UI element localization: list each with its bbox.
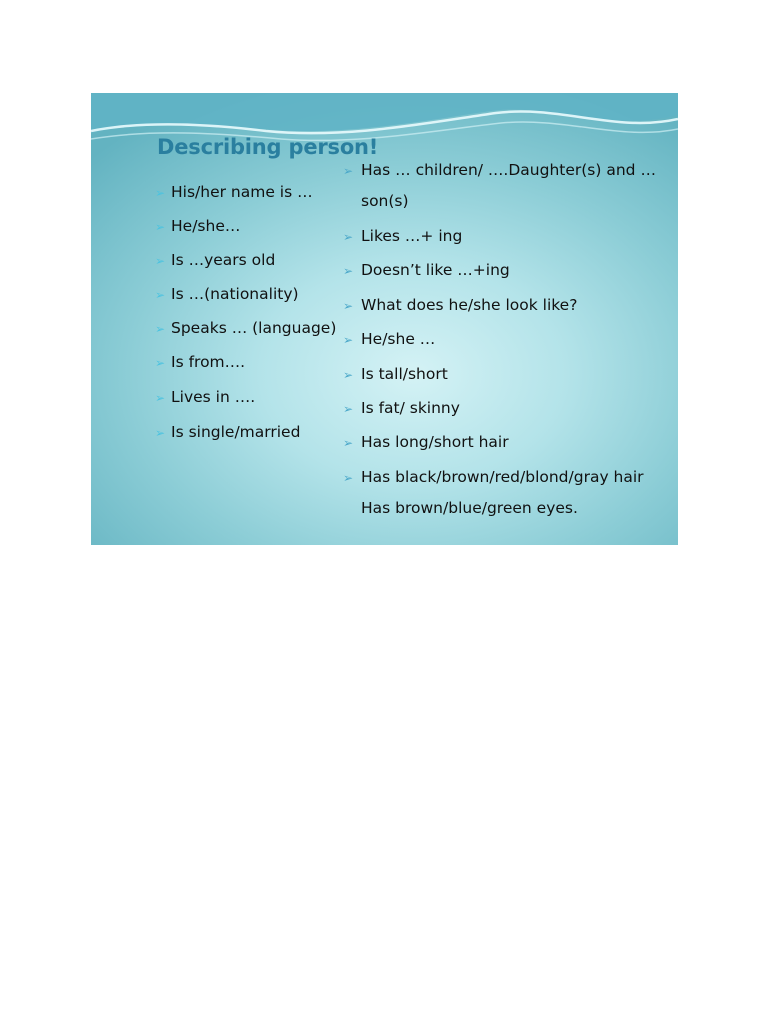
arrow-bullet-icon: ➢ xyxy=(343,230,354,244)
arrow-bullet-icon: ➢ xyxy=(343,333,354,347)
slide: Describing person! ➢ His/her name is … ➢ He/she… ➢ Is …years old ➢ Is …(nationality) ➢ Speaks … (language) ➢ Is from…. ➢ Lives in …. ➢ Is single/married ➢ Has … children/ ….Daughter(s) and … son(s) ➢ Likes …+ ing ➢ Doesn’t like …+ing ➢ What does he/she look like? ➢ He/she … ➢ Is tall/short ➢ Is fat/ skinny ➢ Has long/short hair ➢ Has black/brown/red/blond/gray hair Has brown/blue/green eyes. xyxy=(91,93,678,545)
arrow-bullet-icon: ➢ xyxy=(155,426,166,440)
arrow-bullet-icon: ➢ xyxy=(155,186,166,200)
arrow-bullet-icon: ➢ xyxy=(155,356,166,370)
arrow-bullet-icon: ➢ xyxy=(343,402,354,416)
arrow-bullet-icon: ➢ xyxy=(343,164,354,178)
arrow-bullet-icon: ➢ xyxy=(155,220,166,234)
arrow-bullet-icon: ➢ xyxy=(343,264,354,278)
arrow-bullet-icon: ➢ xyxy=(343,436,354,450)
arrow-bullet-icon: ➢ xyxy=(343,368,354,382)
slide-title: Describing person! xyxy=(157,135,379,159)
arrow-bullet-icon: ➢ xyxy=(155,322,166,336)
arrow-bullet-icon: ➢ xyxy=(155,254,166,268)
arrow-bullet-icon: ➢ xyxy=(343,299,354,313)
arrow-bullet-icon: ➢ xyxy=(155,288,166,302)
arrow-bullet-icon: ➢ xyxy=(343,471,354,485)
arrow-bullet-icon: ➢ xyxy=(155,391,166,405)
